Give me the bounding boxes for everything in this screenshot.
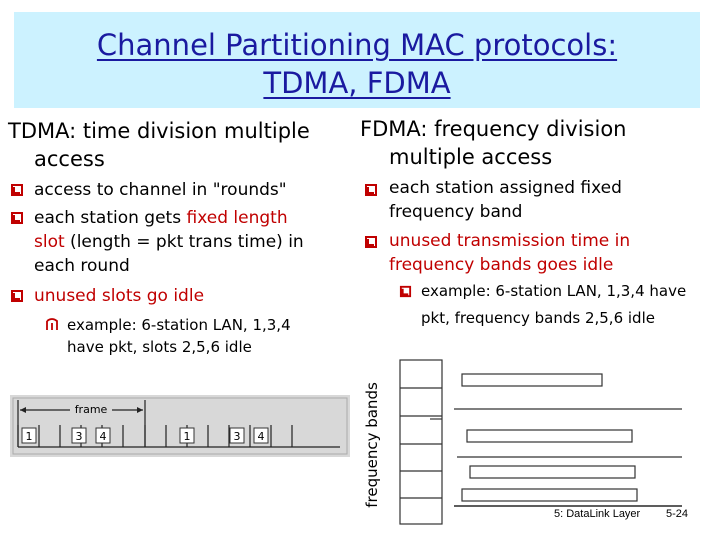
tdma-example-line-2: have pkt, slots 2,5,6 idle xyxy=(67,338,252,356)
tdma-heading-line-2: access xyxy=(34,147,105,171)
tdma-slot-diagram xyxy=(10,395,350,457)
sub-bullet-icon xyxy=(399,285,412,298)
tdma-bullet-idle: unused slots go idle xyxy=(34,286,205,306)
title-line-1: Channel Partitioning MAC protocols: xyxy=(96,28,618,62)
fdma-band-diagram xyxy=(392,358,692,528)
tdma-example-line-1: example: 6-station LAN, 1,3,4 xyxy=(67,316,291,334)
slot-label: 1 xyxy=(183,430,191,443)
slot-label: 4 xyxy=(99,430,107,443)
bullet-icon xyxy=(10,183,24,197)
fdma-bullet-assigned-line-2: frequency band xyxy=(389,202,523,222)
fdma-bullet-idle-line-1: unused transmission time in xyxy=(389,231,631,251)
highlight-text: slot xyxy=(34,232,65,252)
bullet-icon xyxy=(10,289,24,303)
bullet-icon xyxy=(10,211,24,225)
text-span: (length = pkt trans time) in xyxy=(64,232,304,252)
slot-label: 3 xyxy=(75,430,83,443)
tdma-heading-line-1: TDMA: time division multiple xyxy=(8,119,310,143)
text-span: each station gets xyxy=(34,208,187,228)
axis-label-text: frequency bands xyxy=(363,382,381,508)
tdma-bullet-slot-line-1 xyxy=(34,206,288,230)
frame-label: frame xyxy=(74,403,108,416)
fdma-bullet-assigned-line-1: each station assigned fixed xyxy=(389,178,622,198)
fdma-heading-line-1: FDMA: frequency division xyxy=(360,117,627,141)
fdma-example-line-1: example: 6-station LAN, 1,3,4 have xyxy=(421,282,687,300)
fdma-heading-line-2: multiple access xyxy=(389,145,553,169)
bullet-icon xyxy=(364,235,378,249)
frequency-axis-label xyxy=(360,360,384,530)
slot-label: 4 xyxy=(257,430,265,443)
slot-label: 1 xyxy=(25,430,33,443)
fdma-bullet-idle-line-2: frequency bands goes idle xyxy=(389,255,614,275)
slide-title xyxy=(14,26,700,102)
highlight-text: fixed length xyxy=(186,208,288,228)
sub-bullet-icon xyxy=(45,318,59,332)
tdma-bullet-slot-line-3: each round xyxy=(34,256,130,276)
slot-label: 3 xyxy=(233,430,241,443)
tdma-bullet-rounds: access to channel in "rounds" xyxy=(34,180,287,200)
bullet-icon xyxy=(364,183,378,197)
footer-chapter: 5: DataLink Layer xyxy=(554,508,641,520)
fdma-example-line-2: pkt, frequency bands 2,5,6 idle xyxy=(421,309,655,327)
tdma-bullet-slot-line-2 xyxy=(34,230,304,254)
footer-page-number: 5-24 xyxy=(666,508,689,520)
title-line-2: TDMA, FDMA xyxy=(263,66,451,100)
